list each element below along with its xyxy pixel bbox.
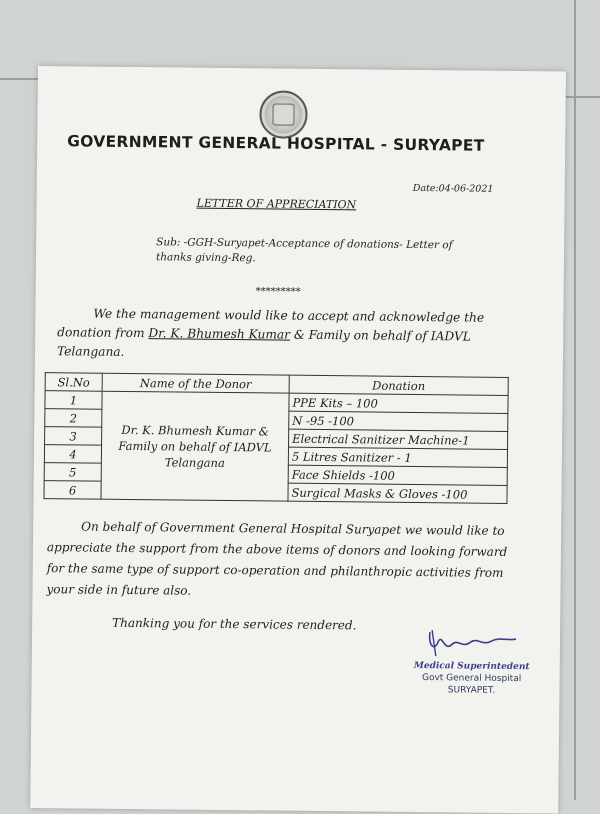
signature-stamp <box>401 660 541 697</box>
row-donation: N -95 -100 <box>289 411 508 431</box>
thanks-line: Thanking you for the services rendered. <box>112 615 357 633</box>
row-donation: Face Shields -100 <box>288 465 507 485</box>
row-slno: 6 <box>44 481 101 500</box>
row-donation: 5 Litres Sanitizer - 1 <box>288 447 507 467</box>
row-slno: 3 <box>45 427 102 446</box>
donor-name-highlight: Dr. K. Bhumesh Kumar <box>148 326 291 342</box>
row-donation: PPE Kits – 100 <box>289 393 508 413</box>
appreciation-paragraph: On behalf of Government General Hospital Suryapet we would like to appreciate the support from the above items of donors and looking forward for the same type of support co-operation and philanthropic activities from your side in future also. <box>46 519 508 598</box>
donations-table <box>43 372 508 504</box>
letter-subject: Sub: -GGH-Suryapet-Acceptance of donations- Letter of thanks giving-Reg. <box>155 236 453 265</box>
hospital-name: GOVERNMENT GENERAL HOSPITAL - SURYAPET <box>67 132 485 155</box>
header-slno: Sl.No <box>45 373 102 392</box>
row-slno: 5 <box>44 463 101 482</box>
row-donation: Electrical Sanitizer Machine-1 <box>289 429 508 449</box>
signatory-place: SURYAPET. <box>447 685 496 696</box>
intro-text-start: We the management would like to accept and acknowledge the donation from <box>57 306 485 341</box>
signatory-org: Govt General Hospital <box>421 673 522 685</box>
letter-date: Date:04-06-2021 <box>412 182 494 195</box>
wall-tile-line <box>574 0 576 800</box>
header-donor: Name of the Donor <box>102 373 289 393</box>
header-donation: Donation <box>289 375 508 395</box>
wall-tile-line <box>0 78 40 80</box>
signatory-role: Medical Superintedent <box>413 660 530 673</box>
intro-paragraph <box>57 304 518 366</box>
signature-scribble <box>422 622 522 663</box>
donor-name-cell: Dr. K. Bhumesh Kumar & Family on behalf of IADVL Telangana <box>101 391 289 501</box>
letter-sheet <box>30 66 566 813</box>
row-slno: 2 <box>45 409 102 428</box>
row-slno: 1 <box>45 391 102 410</box>
state-emblem-icon <box>259 90 308 139</box>
intro-text-end: & Family on behalf of IADVL Telangana. <box>56 327 471 359</box>
row-slno: 4 <box>44 445 101 464</box>
row-donation: Surgical Masks & Gloves -100 <box>288 483 507 503</box>
table-row <box>45 391 508 414</box>
letter-title: LETTER OF APPRECIATION <box>196 196 357 212</box>
separator: ********* <box>255 286 301 298</box>
